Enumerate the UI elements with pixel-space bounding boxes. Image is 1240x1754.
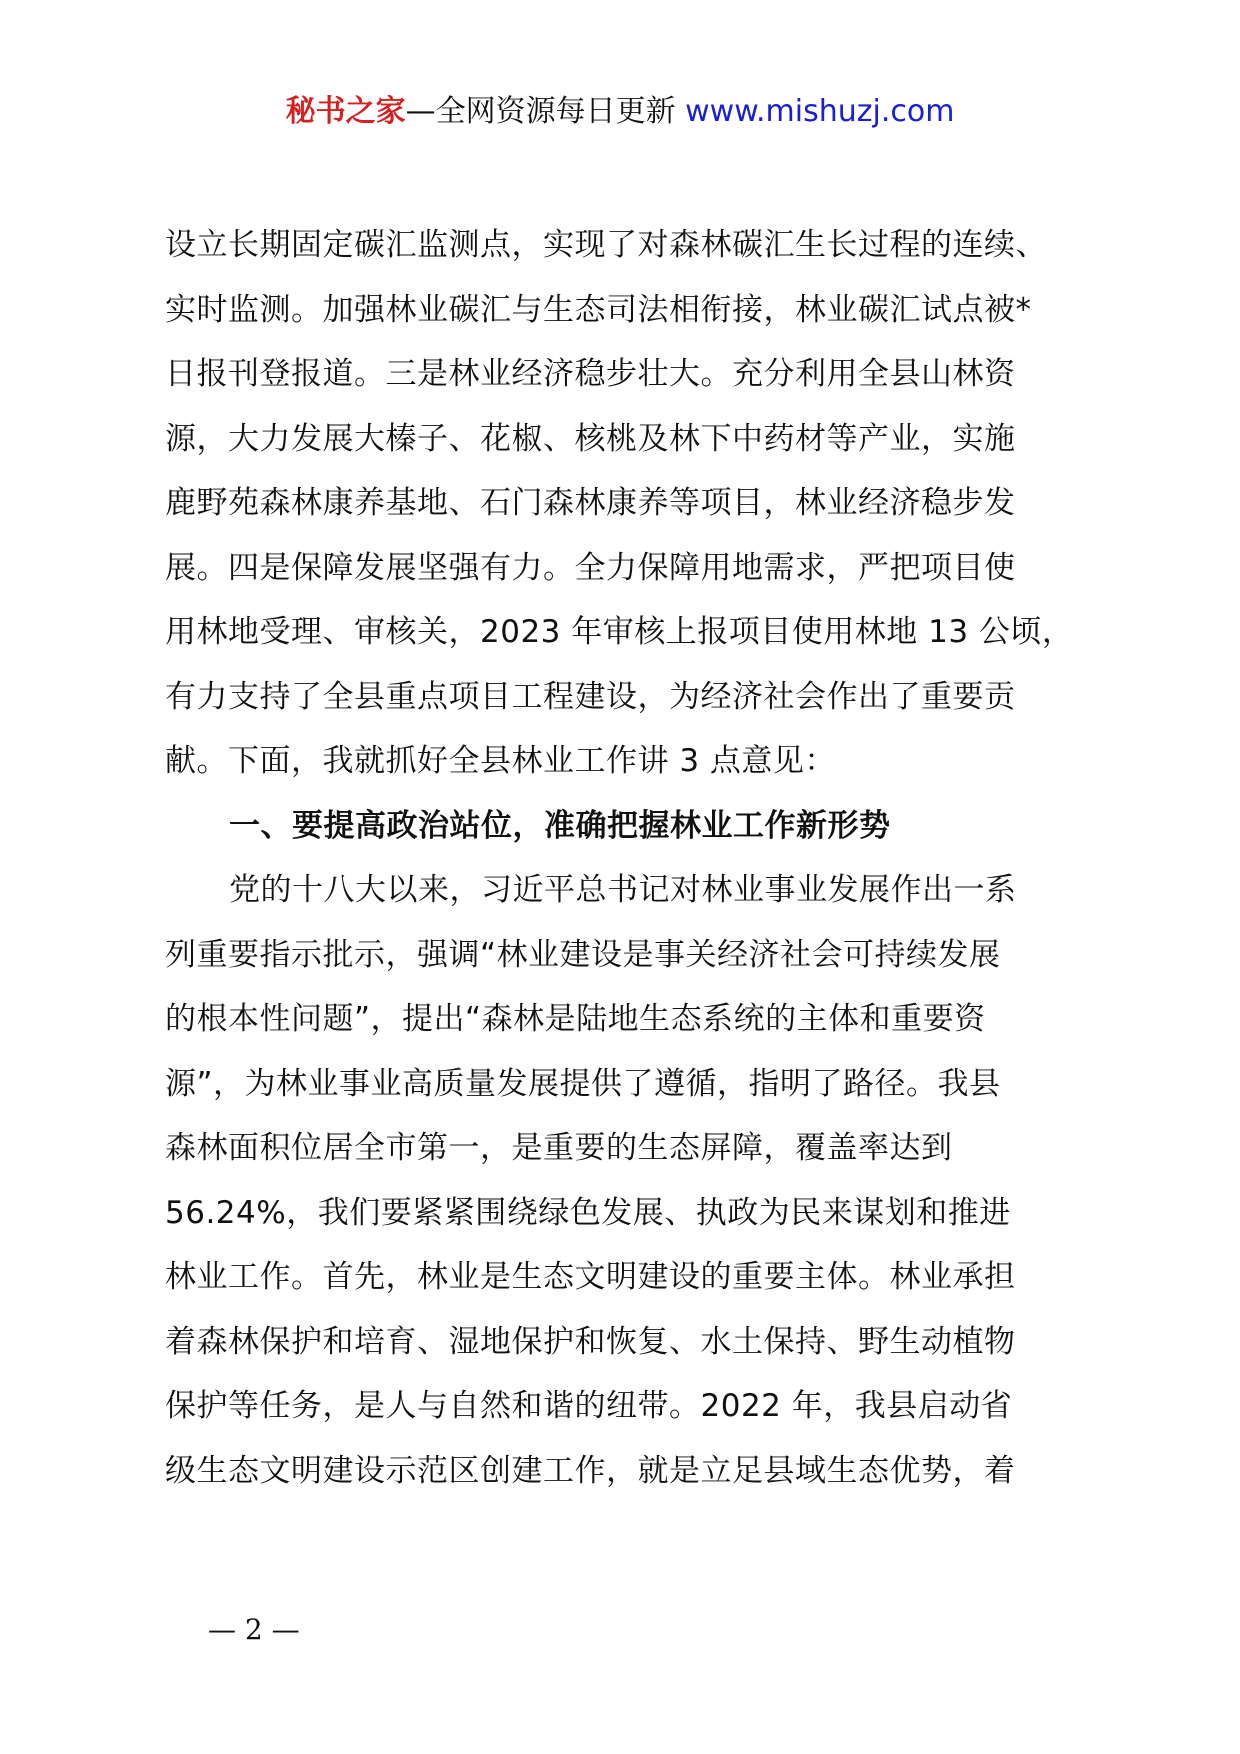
page-number: — 2 —: [208, 1613, 300, 1646]
body-line: 林业工作。首先，林业是生态文明建设的重要主体。林业承担: [165, 1259, 1016, 1295]
section-heading: 一、要提高政治站位，准确把握林业工作新形势: [229, 807, 891, 844]
body-line: 有力支持了全县重点项目工程建设，为经济社会作出了重要贡: [165, 678, 1016, 715]
document-body: [165, 213, 1075, 1503]
paragraph-first-line: 党的十八大以来，习近平总书记对林业事业发展作出一系: [229, 872, 1017, 908]
body-line: 着森林保护和培育、湿地保护和恢复、水土保持、野生动植物: [165, 1323, 1016, 1360]
body-line: 56.24%，我们要紧紧围绕绿色发展、执政为民来谋划和推进: [165, 1194, 1011, 1231]
body-line: 列重要指示批示，强调“林业建设是事关经济社会可持续发展: [165, 936, 1001, 973]
page-header: [0, 92, 1240, 132]
brand-name: 秘书之家: [285, 94, 406, 129]
body-line: 用林地受理、审核关，2023 年审核上报项目使用林地 13 公顷，: [165, 614, 1074, 650]
body-line: 的根本性问题”，提出“森林是陆地生态系统的主体和重要资: [165, 1001, 986, 1037]
body-line: 日报刊登报道。三是林业经济稳步壮大。充分利用全县山林资: [165, 356, 1016, 392]
body-line: 鹿野苑森林康养基地、石门森林康养等项目，林业经济稳步发: [165, 485, 1016, 521]
body-line: 森林面积位居全市第一，是重要的生态屏障，覆盖率达到: [165, 1130, 953, 1166]
body-line: 保护等任务，是人与自然和谐的纽带。2022 年，我县启动省: [165, 1388, 1013, 1424]
body-line: 实时监测。加强林业碳汇与生态司法相衔接，林业碳汇试点被*: [165, 291, 1032, 328]
header-tagline: —全网资源每日更新: [405, 94, 676, 129]
body-line: 展。四是保障发展坚强有力。全力保障用地需求，严把项目使: [165, 549, 1016, 586]
body-line: 级生态文明建设示范区创建工作，就是立足县域生态优势，着: [165, 1452, 1016, 1489]
body-line: 源，大力发展大榛子、花椒、核桃及林下中药材等产业，实施: [165, 420, 1016, 457]
site-url[interactable]: www.mishuzj.com: [685, 94, 955, 129]
body-line: 设立长期固定碳汇监测点，实现了对森林碳汇生长过程的连续、: [165, 227, 1047, 263]
body-line: 源”，为林业事业高质量发展提供了遵循，指明了路径。我县: [165, 1065, 1001, 1102]
body-line: 献。下面，我就抓好全县林业工作讲 3 点意见：: [165, 743, 836, 779]
